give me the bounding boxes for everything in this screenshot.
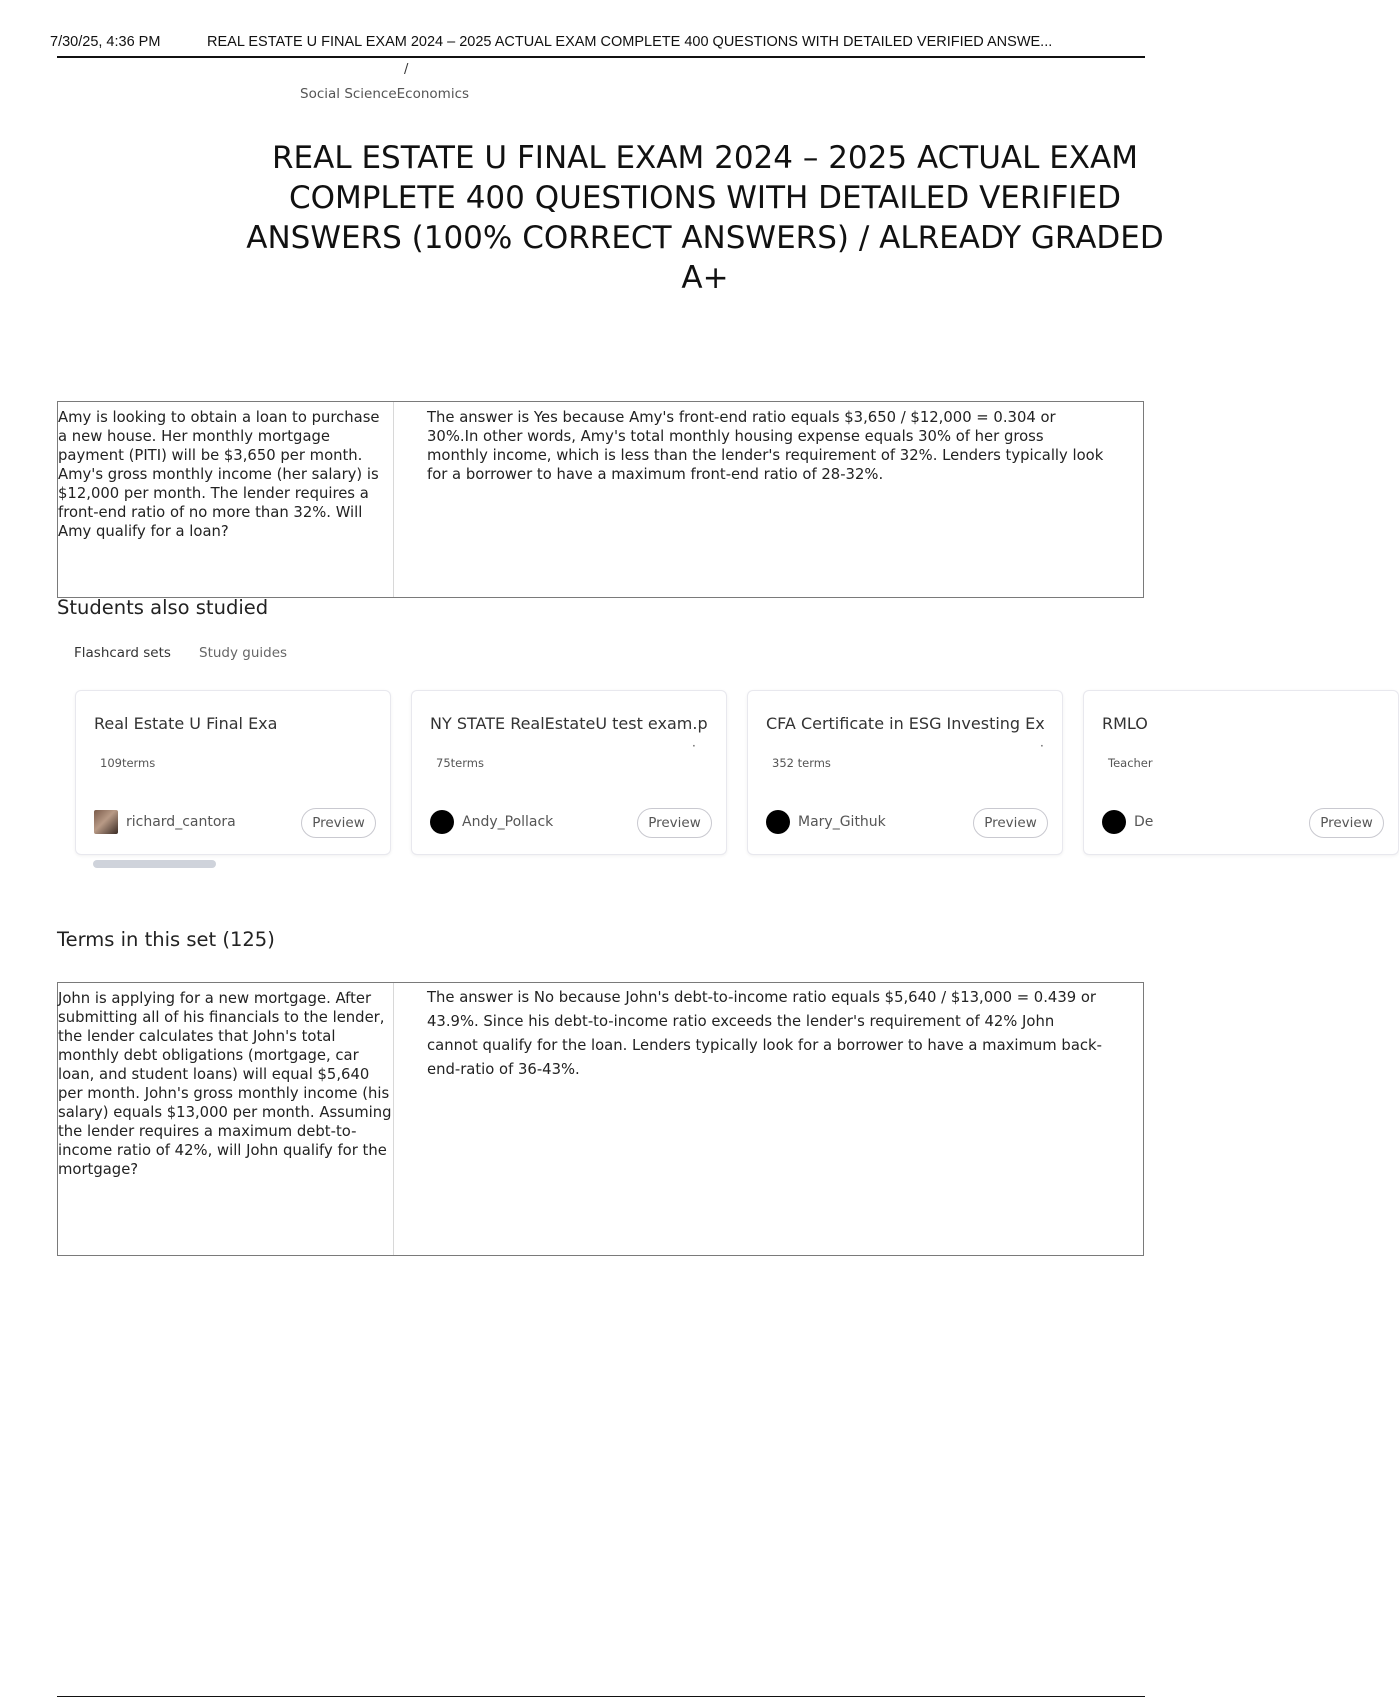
definition-text: The answer is No because John's debt-to-income ratio equals $5,640 / $13,000 = 0.439 or 43.9%. Since his debt-to-income ratio exceeds the lender's requirement of 42% John cannot qualify for the loan. Lenders typically look for a borrower to have a maximum back-end-ratio of 36-43%. (427, 989, 1102, 1078)
tab-flashcard-sets[interactable]: Flashcard sets (74, 645, 171, 661)
avatar (430, 810, 454, 834)
page-title: REAL ESTATE U FINAL EXAM 2024 – 2025 ACTUAL EXAM COMPLETE 400 QUESTIONS WITH DETAILED VERIFIED ANSWERS (100% CORRECT ANSWERS) / ALREADY GRADED A+ (246, 140, 1164, 296)
study-set-card[interactable] (411, 690, 727, 855)
study-set-author[interactable] (430, 809, 553, 835)
study-set-term-count: 75terms (436, 756, 484, 770)
preview-button[interactable]: Preview (1309, 808, 1384, 838)
students-also-studied-heading: Students also studied (57, 596, 269, 619)
flashcard-term-pair (57, 982, 1144, 1256)
footer-divider (57, 1696, 1145, 1697)
definition-text: The answer is Yes because Amy's front-end ratio equals $3,650 / $12,000 = 0.304 or 30%.In other words, Amy's total monthly housing expense equals 30% of her gross monthly income, which is less than the lender's requirement of 32%. Lenders typically look for a borrower to have a maximum front-end ratio of 28-32%. (427, 409, 1104, 483)
author-name: richard_cantora (126, 814, 236, 830)
carousel-scrollbar[interactable] (75, 860, 1150, 868)
author-name: Andy_Pollack (462, 814, 554, 830)
avatar (1102, 810, 1126, 834)
ellipsis-dot-icon: · (1040, 739, 1044, 753)
author-name: De (1134, 814, 1154, 830)
study-set-author[interactable] (94, 809, 236, 835)
study-set-title[interactable]: NY STATE RealEstateU test exam.p (430, 714, 708, 733)
scrollbar-thumb[interactable] (93, 860, 216, 868)
study-set-term-count: 109terms (100, 756, 156, 770)
breadcrumb-separator: / (404, 62, 409, 77)
study-set-card[interactable] (747, 690, 1063, 855)
study-set-card[interactable] (1083, 690, 1399, 855)
study-set-term-count: Teacher (1108, 756, 1153, 770)
study-set-term-count: 352 terms (772, 756, 831, 770)
tab-study-guides[interactable]: Study guides (199, 645, 288, 661)
flashcard-term-pair (57, 401, 1144, 598)
study-set-title[interactable]: Real Estate U Final Exa (94, 714, 278, 733)
study-set-card[interactable] (75, 690, 391, 855)
study-set-carousel[interactable] (75, 687, 1373, 872)
study-set-title[interactable]: CFA Certificate in ESG Investing Ex (766, 714, 1045, 733)
preview-button[interactable]: Preview (973, 808, 1048, 838)
term-text: John is applying for a new mortgage. After submitting all of his financials to the lender, the lender calculates that John's total monthly debt obligations (mortgage, car loan, and student loans) will equal $5,640 per month. John's gross monthly income (his salary) equals $13,000 per month. Assuming the lender requires a maximum debt-to-income ratio of 42%, will John qualify for the mortgage? (58, 983, 394, 1255)
print-date: 7/30/25, 4:36 PM (50, 34, 161, 50)
term-text: Amy is looking to obtain a loan to purchase a new house. Her monthly mortgage payment (PITI) will be $3,650 per month. Amy's gross monthly income (her salary) is $12,000 per month. The lender requires a front-end ratio of no more than 32%. Will Amy qualify for a loan? (58, 402, 394, 597)
study-set-title[interactable]: RMLO (1102, 714, 1148, 733)
study-set-author[interactable] (1102, 809, 1153, 835)
preview-button[interactable]: Preview (301, 808, 376, 838)
terms-in-set-heading: Terms in this set (125) (57, 928, 275, 951)
ellipsis-dot-icon: · (692, 739, 696, 753)
print-document-title: REAL ESTATE U FINAL EXAM 2024 – 2025 ACTUAL EXAM COMPLETE 400 QUESTIONS WITH DETAILED VERIFIED ANSWE... (207, 34, 1053, 50)
preview-button[interactable]: Preview (637, 808, 712, 838)
author-name: Mary_Githuk (798, 814, 886, 830)
avatar (766, 810, 790, 834)
study-set-author[interactable] (766, 809, 886, 835)
header-divider (57, 56, 1145, 58)
breadcrumb[interactable]: Social ScienceEconomics (300, 86, 470, 102)
avatar (94, 810, 118, 834)
